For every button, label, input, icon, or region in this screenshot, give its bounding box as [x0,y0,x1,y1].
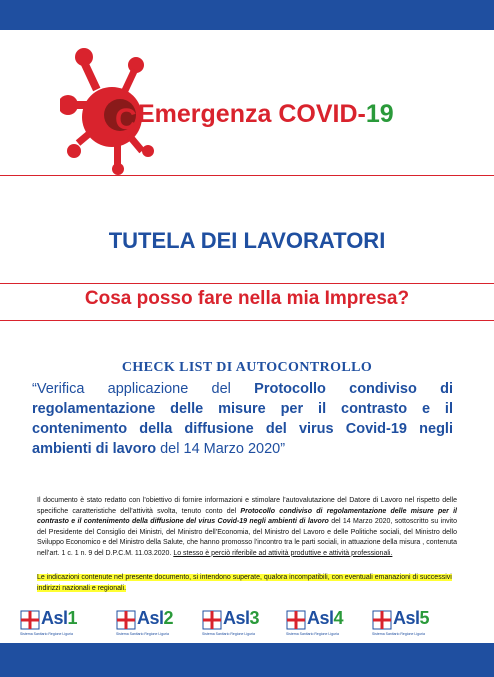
subtitle: Cosa posso fare nella mia Impresa? [84,288,410,309]
regione-liguria-icon [286,610,306,630]
checklist-heading: CHECK LIST DI AUTOCONTROLLO [121,360,373,375]
disclaimer-paragraph: Il documento è stato redatto con l’obiettivo di fornire informazioni e stimolare l’autovalutazione del Datore di Lavoro nel rispetto delle specifiche caratteristiche dell’attività svolta, tenuto conto del Protocollo condiviso di regolamentazione delle misure per il contrasto e il contenimento della diffusione del virus Covid-19 negli ambienti di lavoro del 14 Marzo 2020, sottoscritto su invito del Presidente del Consiglio dei Ministri, del Ministro dell’Economia, del Ministro del Lavoro e delle Politiche sociali, del Ministro dello Sviluppo Economico e del Ministro della Salute, che hanno promosso l’incontro tra le parti sociali, in attuazione della misura , contenuta nell’art. 1 c. 1 n. 9 del D.P.C.M. 11.03.2020. Lo stesso è perciò riferibile ad attività produttive e attività professionali. [37,497,458,557]
checklist-description: “Verifica applicazione del Protocollo condiviso di regolamentazione delle misure per il contrasto e il contenimento della diffusione del virus Covid-19 negli ambienti di lavoro del 14 Marzo 2020” [32,381,453,457]
page-title: Emergenza COVID-19 [138,100,394,128]
asl5-logo: Asl5 Sistema Sanitario Regione Liguria [372,608,430,636]
highlighted-note: Le indicazioni contenute nel presente documento, si intendono superate, qualora incompatibili, con eventuali emanazioni di successivi indirizzi nazionali e regionali. [37,574,452,592]
regione-liguria-icon [202,610,222,630]
top-blue-band [0,0,494,30]
virus-letter: C [115,103,137,136]
regione-liguria-icon [372,610,392,630]
regione-liguria-icon [116,610,136,630]
divider [0,320,494,321]
section-title: TUTELA DEI LAVORATORI [108,228,386,253]
asl-logos [20,608,480,640]
divider [0,283,494,284]
bottom-blue-band [0,643,494,677]
divider [0,175,494,176]
asl3-logo: Asl3 Sistema Sanitario Regione Liguria [202,608,260,636]
regione-liguria-icon [20,610,40,630]
asl1-logo: Asl1 Sistema Sanitario Regione Liguria [20,608,78,636]
asl2-logo: Asl2 Sistema Sanitario Regione Liguria [116,608,174,636]
asl4-logo: Asl4 Sistema Sanitario Regione Liguria [286,608,344,636]
